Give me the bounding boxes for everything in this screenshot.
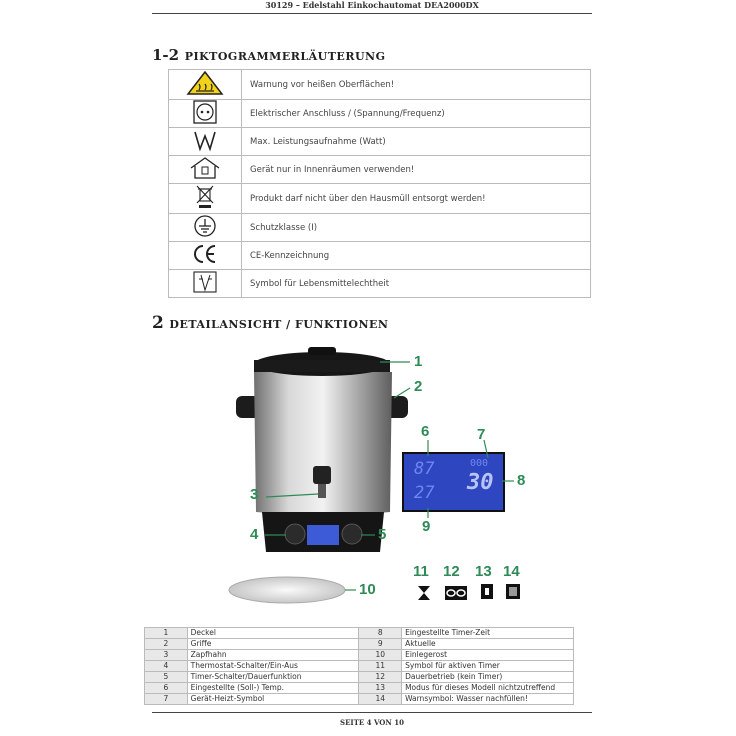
footer-page-number: SEITE 4 VON 10 <box>340 718 404 727</box>
legend-label: Timer-Schalter/Dauerfunktion <box>187 672 359 683</box>
section-2-title: DETAILANSICHT / FUNKTIONEN <box>169 318 389 331</box>
pictogram-text: Schutzklasse (I) <box>242 214 591 242</box>
lcd-timer-value: 30 <box>467 470 494 495</box>
pictogram-text: Gerät nur in Innenräumen verwenden! <box>242 156 591 184</box>
table-row <box>145 628 574 639</box>
table-row <box>145 661 574 672</box>
legend-number: 5 <box>145 672 188 683</box>
table-row <box>145 683 574 694</box>
legend-number: 9 <box>359 639 402 650</box>
legend-number: 2 <box>145 639 188 650</box>
legend-label: Symbol für aktiven Timer <box>402 661 574 672</box>
legend-label: Gerät-Heizt-Symbol <box>187 694 359 705</box>
pictogram-text: Warnung vor heißen Oberflächen! <box>242 70 591 100</box>
legend-number: 10 <box>359 650 402 661</box>
legend-number: 11 <box>359 661 402 672</box>
callout-4: 4 <box>250 526 259 543</box>
lcd-timer-icon: 000 <box>470 458 489 469</box>
legend-label: Griffe <box>187 639 359 650</box>
pictogram-text: Max. Leistungsaufnahme (Watt) <box>242 128 591 156</box>
mode-icon <box>481 584 493 599</box>
legend-label: Modus für dieses Modell nichtzutreffend <box>402 683 574 694</box>
callout-10: 10 <box>359 581 376 598</box>
legend-label: Zapfhahn <box>187 650 359 661</box>
legend-label: Eingestellte Timer-Zeit <box>402 628 574 639</box>
water-warning-icon <box>506 584 520 599</box>
pictogram-text: Symbol für Lebensmittelechtheit <box>242 270 591 298</box>
legend-number: 7 <box>145 694 188 705</box>
infinity-icon <box>445 586 467 600</box>
callout-9: 9 <box>422 518 431 535</box>
table-row <box>145 694 574 705</box>
control-base <box>262 512 387 552</box>
callout-11: 11 <box>413 563 429 580</box>
page-footer <box>152 712 592 727</box>
legend-number: 3 <box>145 650 188 661</box>
legend-label: Einlegerost <box>402 650 574 661</box>
table-row <box>145 639 574 650</box>
section-2-number: 2 <box>152 313 164 333</box>
callout-1: 1 <box>414 353 423 370</box>
legend-table <box>144 627 574 705</box>
lid <box>254 347 390 376</box>
legend-number: 8 <box>359 628 402 639</box>
callout-2: 2 <box>414 378 423 395</box>
timer-active-icon <box>418 586 430 600</box>
legend-number: 13 <box>359 683 402 694</box>
section-1-number: 1-2 <box>152 46 180 64</box>
callout-14: 14 <box>503 563 520 580</box>
callout-12: 12 <box>443 563 460 580</box>
legend-label: Warnsymbol: Wasser nachfüllen! <box>402 694 574 705</box>
callout-13: 13 <box>475 563 492 580</box>
lcd-actual-temp: 27 <box>414 483 435 503</box>
pictogram-text: CE-Kennzeichnung <box>242 242 591 270</box>
legend-number: 6 <box>145 683 188 694</box>
table-row <box>145 650 574 661</box>
legend-label: Deckel <box>187 628 359 639</box>
legend-number: 14 <box>359 694 402 705</box>
legend-number: 1 <box>145 628 188 639</box>
table-row <box>145 672 574 683</box>
legend-label: Aktuelle <box>402 639 574 650</box>
header-title: 30129 – Edelstahl Einkochautomat DEA2000DX <box>265 0 479 10</box>
pictogram-text: Elektrischer Anschluss / (Spannung/Frequenz) <box>242 100 591 128</box>
callout-3: 3 <box>250 486 259 503</box>
legend-number: 4 <box>145 661 188 672</box>
lcd-set-temp: 87 <box>414 459 435 479</box>
callout-6: 6 <box>421 423 430 440</box>
legend-label: Eingestellte (Soll-) Temp. <box>187 683 359 694</box>
section-1-title: PIKTOGRAMMERLÄUTERUNG <box>184 50 386 63</box>
legend-label: Dauerbetrieb (kein Timer) <box>402 672 574 683</box>
callout-5: 5 <box>378 526 387 543</box>
legend-label: Thermostat-Schalter/Ein-Aus <box>187 661 359 672</box>
rack-insert <box>229 577 345 603</box>
callout-8: 8 <box>517 472 526 489</box>
pictogram-text: Produkt darf nicht über den Hausmüll entsorgt werden! <box>242 184 591 214</box>
callout-7: 7 <box>477 426 486 443</box>
legend-number: 12 <box>359 672 402 683</box>
